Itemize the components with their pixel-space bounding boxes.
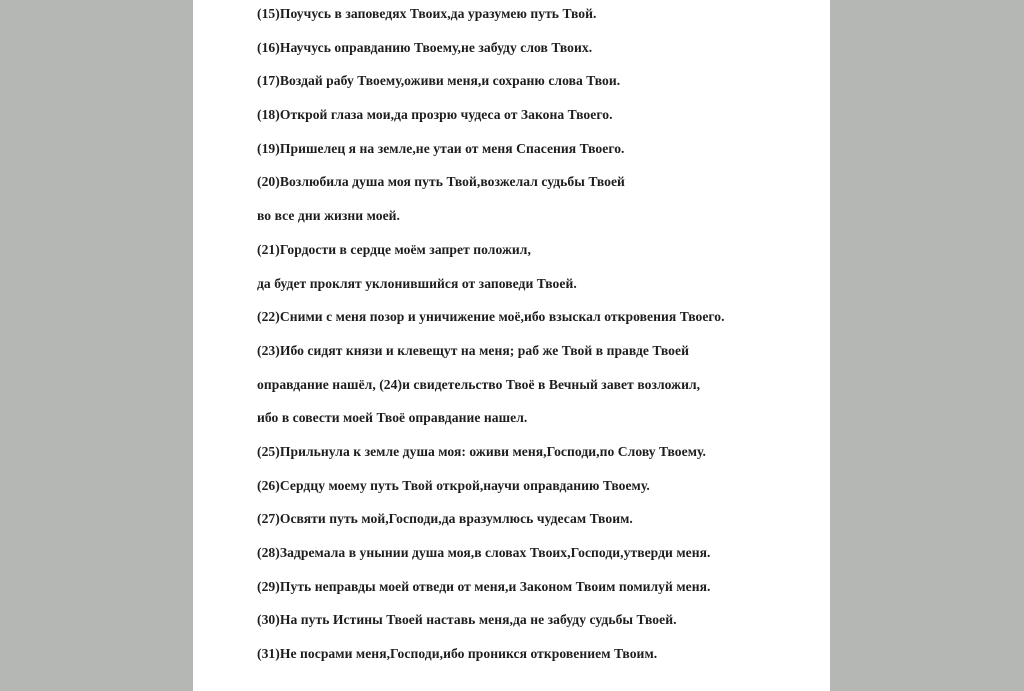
verse-line-21b: да будет проклят уклонившийся от заповеди Твоей.: [257, 275, 577, 291]
verse-line-30: (30)На путь Истины Твоей наставь меня,да не забуду судьбы Твоей.: [257, 612, 677, 628]
verse-line-31: (31)Не посрами меня,Господи,ибо проникся откровением Твоим.: [257, 646, 658, 662]
verse-line-27: (27)Освяти путь мой,Господи,да вразумлюсь чудесам Твоим.: [257, 511, 633, 527]
verse-line-28: (28)Задремала в унынии душа моя,в словах Твоих,Господи,утверди меня.: [257, 545, 711, 560]
verse-line-19: (19)Пришелец я на земле,не утаи от меня Спасения Твоего.: [257, 140, 625, 156]
document-page: [193, 0, 830, 691]
verse-line-21a: (21)Гордости в сердце моём запрет положил,: [257, 241, 531, 257]
verse-line-23a: (23)Ибо сидят князи и клевещут на меня; раб же Твой в правде Твоей: [257, 342, 689, 358]
verse-line-20b: во все дни жизни моей.: [257, 208, 400, 224]
verse-line-18: (18)Открой глаза мои,да прозрю чудеса от Закона Твоего.: [257, 107, 613, 123]
verse-line-29: (29)Путь неправды моей отведи от меня,и Законом Твоим помилуй меня.: [257, 578, 711, 594]
verse-line-15: (15)Поучусь в заповедях Твоих,да уразумею путь Твой.: [257, 6, 597, 21]
verse-line-26: (26)Сердцу моему путь Твой открой,научи оправданию Твоему.: [257, 477, 650, 493]
verse-line-20a: (20)Возлюбила душа моя путь Твой,возжелал судьбы Твоей: [257, 174, 625, 190]
verse-line-23b: оправдание нашёл, (24)и свидетельство Твоё в Вечный завет возложил,: [257, 376, 701, 392]
verse-list: [257, 3, 827, 677]
verse-line-22: (22)Сними с меня позор и уничижение моё,ибо взыскал откровения Твоего.: [257, 309, 725, 325]
verse-line-25: (25)Прильнула к земле душа моя: оживи меня,Господи,по Слову Твоему.: [257, 443, 706, 459]
verse-line-24: ибо в совести моей Твоё оправдание нашел.: [257, 410, 528, 426]
verse-line-17: (17)Воздай рабу Твоему,оживи меня,и сохраню слова Твои.: [257, 73, 621, 89]
verse-line-16: (16)Научусь оправданию Твоему,не забуду слов Твоих.: [257, 39, 593, 55]
